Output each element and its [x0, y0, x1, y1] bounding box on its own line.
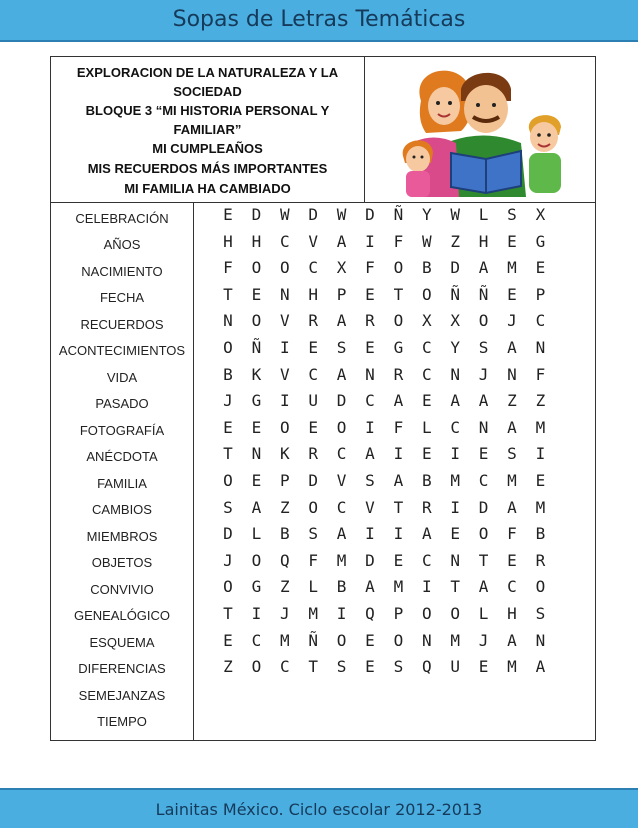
grid-letter[interactable]: O [393, 630, 404, 650]
grid-letter[interactable]: M [450, 630, 460, 650]
grid-letter[interactable]: G [535, 231, 546, 251]
grid-letter[interactable]: Y [450, 338, 460, 357]
grid-letter[interactable]: A [336, 524, 347, 544]
grid-letter[interactable]: I [450, 444, 460, 464]
grid-letter[interactable]: V [365, 497, 375, 517]
grid-letter[interactable]: E [478, 657, 489, 677]
grid-letter[interactable]: T [478, 550, 489, 570]
grid-letter[interactable]: A [507, 630, 517, 650]
grid-letter[interactable]: O [450, 604, 460, 623]
grid-letter[interactable]: J [507, 311, 517, 331]
grid-letter[interactable]: E [365, 630, 375, 650]
grid-letter[interactable]: C [507, 577, 517, 597]
grid-letter[interactable]: N [450, 364, 460, 384]
list-item: MIEMBROS [86, 529, 158, 544]
grid-letter[interactable]: O [251, 258, 262, 278]
grid-letter[interactable]: F [393, 417, 404, 437]
grid-letter[interactable]: A [336, 231, 347, 251]
worksheet [50, 56, 596, 741]
grid-letter[interactable]: H [478, 231, 489, 251]
grid-letter[interactable]: S [507, 205, 517, 224]
grid-letter[interactable]: G [251, 577, 262, 597]
grid-letter[interactable]: L [251, 524, 262, 544]
list-item: GENEALÓGICO [73, 608, 171, 623]
grid-letter[interactable]: Z [450, 231, 460, 251]
grid-letter[interactable]: O [421, 604, 432, 623]
grid-letter[interactable]: S [365, 471, 375, 490]
family-reading-icon [381, 61, 581, 197]
grid-letter[interactable]: J [223, 550, 233, 570]
list-item: NACIMIENTO [81, 264, 163, 279]
grid-letter[interactable]: A [450, 391, 460, 411]
grid-letter[interactable]: E [223, 630, 233, 650]
grid-letter[interactable]: A [365, 577, 375, 597]
grid-letter[interactable]: E [507, 550, 517, 570]
grid-letter[interactable]: C [478, 471, 489, 490]
grid-letter[interactable]: N [507, 364, 517, 384]
list-item: CELEBRACIÓN [75, 211, 169, 226]
grid-letter[interactable]: I [336, 604, 347, 623]
grid-letter[interactable]: E [365, 657, 375, 677]
grid-letter[interactable]: Ñ [450, 284, 460, 304]
grid-letter[interactable]: S [336, 338, 347, 357]
grid-letter[interactable]: A [336, 364, 347, 384]
grid-letter[interactable]: Ñ [393, 205, 404, 224]
topic-line: FAMILIAR” [173, 122, 242, 137]
grid-letter[interactable]: I [393, 524, 404, 544]
grid-letter[interactable]: E [223, 417, 233, 437]
grid-letter[interactable]: Ñ [251, 338, 262, 357]
grid-letter[interactable]: T [223, 444, 233, 464]
list-item: ACONTECIMIENTOS [58, 343, 186, 358]
grid-letter[interactable]: A [478, 391, 489, 411]
grid-letter[interactable]: D [450, 258, 460, 278]
grid-letter[interactable]: A [365, 444, 375, 464]
grid-letter[interactable]: O [535, 577, 546, 597]
grid-letter[interactable]: Z [507, 391, 517, 411]
grid-letter[interactable]: E [308, 417, 318, 437]
grid-letter[interactable]: A [507, 497, 517, 517]
grid-letter[interactable]: C [308, 258, 318, 278]
grid-letter[interactable]: P [393, 604, 404, 623]
grid-letter[interactable]: W [450, 205, 460, 224]
grid-letter[interactable]: I [251, 604, 262, 623]
grid-letter[interactable]: I [365, 231, 375, 251]
grid-letter[interactable]: X [336, 258, 347, 278]
grid-letter[interactable]: M [450, 471, 460, 490]
grid-letter[interactable]: S [308, 524, 318, 544]
grid-letter[interactable]: B [223, 364, 233, 384]
grid-letter[interactable]: M [507, 471, 517, 490]
grid-letter[interactable]: E [308, 338, 318, 357]
grid-letter[interactable]: H [223, 231, 233, 251]
grid-letter[interactable]: C [336, 444, 347, 464]
grid-letter[interactable]: Z [223, 657, 233, 677]
grid-letter[interactable]: I [365, 524, 375, 544]
grid-letter[interactable]: M [507, 258, 517, 278]
grid-letter[interactable]: I [279, 338, 290, 357]
grid-letter[interactable]: E [535, 258, 546, 278]
word-list [51, 203, 194, 741]
grid-letter[interactable]: A [336, 311, 347, 331]
grid-letter[interactable]: Q [421, 657, 432, 677]
grid-letter[interactable]: B [535, 524, 546, 544]
grid-letter[interactable]: Ñ [478, 284, 489, 304]
grid-letter[interactable]: F [223, 258, 233, 278]
grid-letter[interactable]: O [393, 311, 404, 331]
grid-letter[interactable]: E [365, 338, 375, 357]
grid-letter[interactable]: S [507, 444, 517, 464]
grid-letter[interactable]: N [251, 444, 262, 464]
grid-letter[interactable]: M [535, 497, 546, 517]
grid-letter[interactable]: I [279, 391, 290, 411]
grid-letter[interactable]: O [421, 284, 432, 304]
grid-letter[interactable]: O [336, 630, 347, 650]
list-item: FECHA [99, 290, 145, 305]
list-item: ANÉCDOTA [86, 449, 158, 464]
grid-letter[interactable]: M [308, 604, 318, 623]
grid-letter[interactable]: I [535, 444, 546, 464]
grid-letter[interactable]: H [507, 604, 517, 623]
grid-letter[interactable]: E [507, 284, 517, 304]
grid-letter[interactable]: B [421, 471, 432, 490]
grid-letter[interactable]: E [450, 524, 460, 544]
grid-letter[interactable]: C [421, 550, 432, 570]
grid-letter[interactable]: K [279, 444, 290, 464]
grid-letter[interactable]: A [393, 471, 404, 490]
list-item: AÑOS [103, 237, 141, 252]
grid-letter[interactable]: C [336, 497, 347, 517]
grid-letter[interactable]: B [421, 258, 432, 278]
list-item: FOTOGRAFÍA [79, 423, 165, 438]
grid-letter[interactable]: G [251, 391, 262, 411]
grid-letter[interactable]: C [450, 417, 460, 437]
grid-letter[interactable]: O [223, 577, 233, 597]
grid-letter[interactable]: O [223, 471, 233, 490]
grid-letter[interactable]: S [336, 657, 347, 677]
grid-letter[interactable]: F [393, 231, 404, 251]
grid-letter[interactable]: O [478, 524, 489, 544]
grid-letter[interactable]: N [450, 550, 460, 570]
grid-letter[interactable]: M [507, 657, 517, 677]
grid-letter[interactable]: O [251, 657, 262, 677]
grid-letter[interactable]: C [279, 657, 290, 677]
list-item: CONVIVIO [90, 582, 154, 597]
grid-letter[interactable]: P [279, 471, 290, 490]
grid-letter[interactable]: M [279, 630, 290, 650]
grid-letter[interactable]: Y [421, 205, 432, 224]
grid-letter[interactable]: O [223, 338, 233, 357]
grid-letter[interactable]: F [507, 524, 517, 544]
grid-letter[interactable]: V [336, 471, 347, 490]
grid-letter[interactable]: L [478, 205, 489, 224]
grid-letter[interactable]: D [478, 497, 489, 517]
grid-letter[interactable]: C [251, 630, 262, 650]
grid-letter[interactable]: M [535, 417, 546, 437]
grid-letter[interactable]: A [478, 258, 489, 278]
grid-letter[interactable]: X [421, 311, 432, 331]
grid-letter[interactable]: R [393, 364, 404, 384]
grid-letter[interactable]: P [535, 284, 546, 304]
grid-letter[interactable]: L [308, 577, 318, 597]
grid-letter[interactable]: C [421, 364, 432, 384]
list-item: FAMILIA [97, 476, 147, 491]
grid-letter[interactable]: A [507, 338, 517, 357]
grid-letter[interactable]: A [507, 417, 517, 437]
grid-letter[interactable]: J [223, 391, 233, 411]
grid-letter[interactable]: A [393, 391, 404, 411]
list-item: PASADO [95, 396, 149, 411]
grid-letter[interactable]: S [223, 497, 233, 517]
grid-letter[interactable]: Z [535, 391, 546, 411]
grid-letter[interactable]: T [308, 657, 318, 677]
grid-letter[interactable]: O [279, 417, 290, 437]
grid-letter[interactable]: D [336, 391, 347, 411]
grid-letter[interactable]: A [535, 657, 546, 677]
list-item: TIEMPO [97, 714, 147, 729]
grid-letter[interactable]: O [393, 258, 404, 278]
grid-letter[interactable]: S [393, 657, 404, 677]
grid-letter[interactable]: O [336, 417, 347, 437]
grid-letter[interactable]: S [535, 604, 546, 623]
grid-letter[interactable]: N [478, 417, 489, 437]
grid-letter[interactable]: C [365, 391, 375, 411]
list-item: DIFERENCIAS [78, 661, 166, 676]
grid-letter[interactable]: U [450, 657, 460, 677]
grid-letter[interactable]: Z [279, 577, 290, 597]
grid-letter[interactable]: O [251, 550, 262, 570]
grid-letter[interactable]: D [251, 205, 262, 224]
list-item: VIDA [106, 370, 138, 385]
grid-letter[interactable]: N [279, 284, 290, 304]
list-item: ESQUEMA [89, 635, 155, 650]
topic-line: MI FAMILIA HA CAMBIADO [124, 181, 291, 196]
grid-letter[interactable]: X [450, 311, 460, 331]
grid-letter[interactable]: A [478, 577, 489, 597]
list-item: CAMBIOS [92, 502, 152, 517]
grid-letter[interactable]: M [336, 550, 347, 570]
grid-letter[interactable]: O [308, 497, 318, 517]
grid-letter[interactable]: N [421, 630, 432, 650]
grid-letter[interactable]: N [535, 338, 546, 357]
grid-letter[interactable]: X [535, 205, 546, 224]
grid-letter[interactable]: F [365, 258, 375, 278]
topic-line: SOCIEDAD [173, 84, 242, 99]
grid-letter[interactable]: R [308, 311, 318, 331]
grid-letter[interactable]: O [279, 258, 290, 278]
grid-letter[interactable]: D [308, 471, 318, 490]
topic-line: BLOQUE 3 “MI HISTORIA PERSONAL Y [85, 103, 330, 118]
grid-letter[interactable]: N [535, 630, 546, 650]
grid-letter[interactable]: W [336, 205, 347, 224]
grid-letter[interactable]: C [421, 338, 432, 357]
list-item: OBJETOS [91, 555, 153, 570]
grid-letter[interactable]: U [308, 391, 318, 411]
grid-letter[interactable]: D [308, 205, 318, 224]
topic-line: MIS RECUERDOS MÁS IMPORTANTES [87, 161, 328, 176]
grid-letter[interactable]: F [308, 550, 318, 570]
grid-letter[interactable]: A [421, 524, 432, 544]
grid-letter[interactable]: R [308, 444, 318, 464]
grid-letter[interactable]: R [421, 497, 432, 517]
page-title: Sopas de Letras Temáticas [172, 7, 466, 32]
grid-letter[interactable]: W [421, 231, 432, 251]
grid-letter[interactable]: J [478, 364, 489, 384]
grid-letter[interactable]: T [450, 577, 460, 597]
grid-letter[interactable]: E [507, 231, 517, 251]
grid-letter[interactable]: B [279, 524, 290, 544]
grid-letter[interactable]: T [223, 604, 233, 623]
grid-letter[interactable]: E [393, 550, 404, 570]
grid-letter[interactable]: E [365, 284, 375, 304]
header-bar [0, 0, 638, 42]
grid-letter[interactable]: N [365, 364, 375, 384]
grid-letter[interactable]: E [251, 471, 262, 490]
grid-letter[interactable]: O [478, 311, 489, 331]
grid-letter[interactable]: K [251, 364, 262, 384]
grid-letter[interactable]: C [535, 311, 546, 331]
topic-info [51, 57, 365, 202]
grid-letter[interactable]: N [223, 311, 233, 331]
grid-letter[interactable]: E [478, 444, 489, 464]
grid-letter[interactable]: D [365, 550, 375, 570]
grid-letter[interactable]: T [393, 284, 404, 304]
grid-letter[interactable]: E [421, 444, 432, 464]
grid-letter[interactable]: I [421, 577, 432, 597]
list-item: RECUERDOS [80, 317, 164, 332]
grid-letter[interactable]: E [223, 205, 233, 224]
grid-letter[interactable]: Ñ [308, 630, 318, 650]
worksheet-header [51, 57, 595, 203]
grid-letter[interactable]: E [251, 417, 262, 437]
grid-letter[interactable]: B [336, 577, 347, 597]
grid-letter[interactable]: I [393, 444, 404, 464]
grid-letter[interactable]: E [535, 471, 546, 490]
grid-letter[interactable]: S [478, 338, 489, 357]
topic-line: MI CUMPLEAÑOS [152, 141, 263, 156]
grid-letter[interactable]: C [279, 231, 290, 251]
grid-letter[interactable]: W [279, 205, 290, 224]
grid-letter[interactable]: H [251, 231, 262, 251]
grid-letter[interactable]: V [279, 311, 290, 331]
grid-letter[interactable]: Q [279, 550, 290, 570]
grid-letter[interactable]: I [450, 497, 460, 517]
grid-letter[interactable]: G [393, 338, 404, 357]
grid-letter[interactable]: T [393, 497, 404, 517]
grid-letter[interactable]: A [251, 497, 262, 517]
grid-letter[interactable]: P [336, 284, 347, 304]
grid-letter[interactable]: H [308, 284, 318, 304]
grid-letter[interactable]: E [251, 284, 262, 304]
grid-letter[interactable]: I [365, 417, 375, 437]
grid-letter[interactable]: C [308, 364, 318, 384]
grid-letter[interactable]: Q [365, 604, 375, 623]
grid-letter[interactable]: V [279, 364, 290, 384]
grid-letter[interactable]: D [223, 524, 233, 544]
grid-letter[interactable]: F [535, 364, 546, 384]
grid-letter[interactable]: D [365, 205, 375, 224]
grid-letter[interactable]: E [421, 391, 432, 411]
grid-letter[interactable]: T [223, 284, 233, 304]
topic-line: EXPLORACION DE LA NATURALEZA Y LA [76, 65, 339, 80]
grid-letter[interactable]: L [421, 417, 432, 437]
grid-letter[interactable]: M [393, 577, 404, 597]
grid-letter[interactable]: J [279, 604, 290, 623]
grid-letter[interactable]: J [478, 630, 489, 650]
grid-letter[interactable]: V [308, 231, 318, 251]
grid-letter[interactable]: R [535, 550, 546, 570]
grid-letter[interactable]: L [478, 604, 489, 623]
footer-text: Lainitas México. Ciclo escolar 2012-2013 [155, 800, 483, 819]
grid-letter[interactable]: Z [279, 497, 290, 517]
list-item: SEMEJANZAS [78, 688, 166, 703]
grid-letter[interactable]: O [251, 311, 262, 331]
grid-letter[interactable]: R [365, 311, 375, 331]
footer-bar [0, 788, 638, 828]
